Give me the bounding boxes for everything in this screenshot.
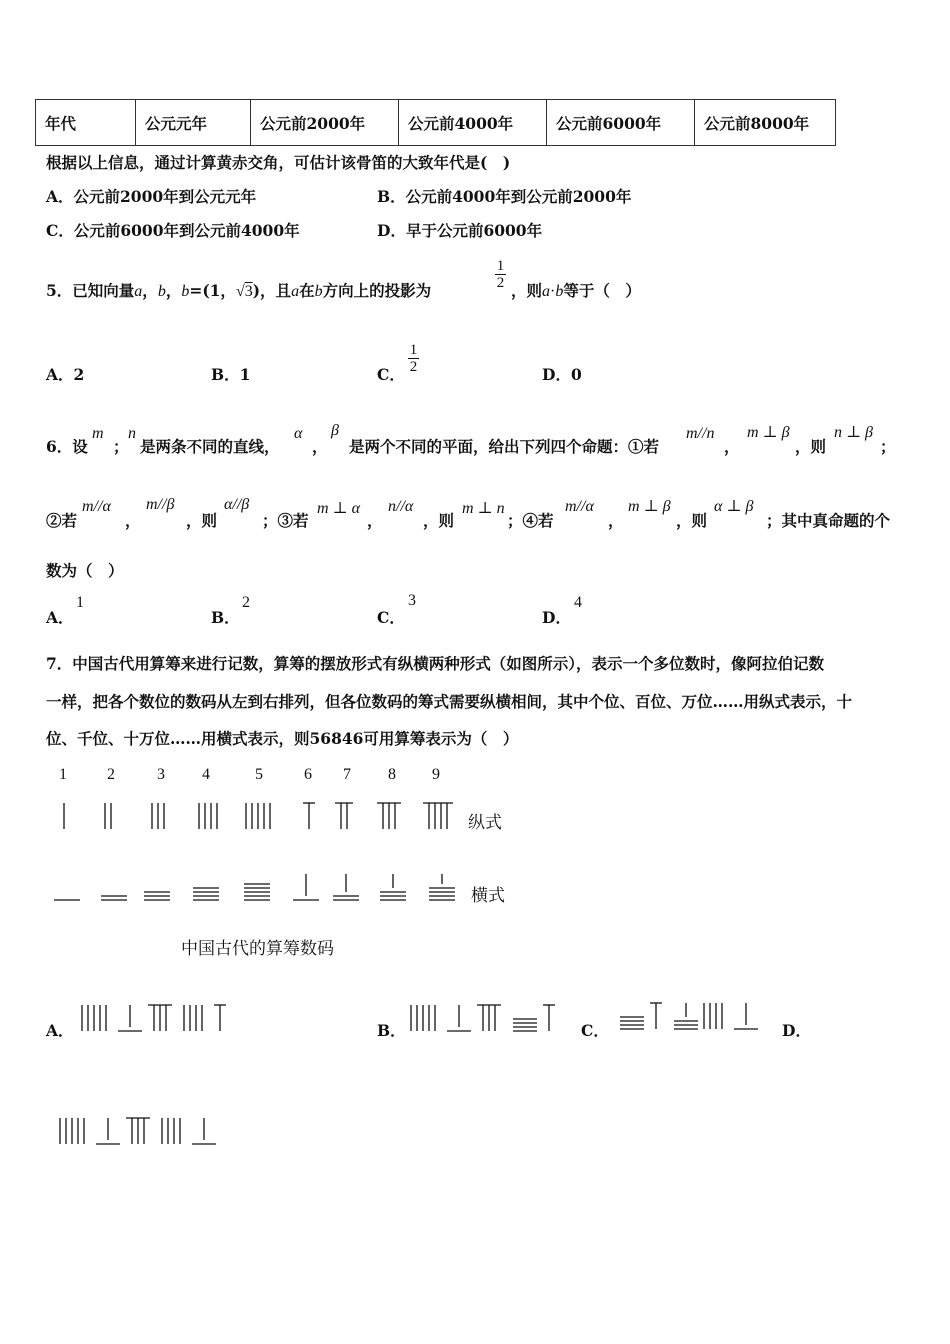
q6-p2b: m//β (146, 496, 175, 513)
q6-comma: ； (113, 437, 129, 456)
table-cell: 公元元年 (136, 100, 251, 146)
sqrt-symbol: √ (235, 283, 245, 300)
table-cell: 年代 (36, 100, 136, 146)
q6-p3b: n//α (388, 498, 414, 515)
table-cell: 公元前6000年 (547, 100, 695, 146)
q6-p3c: m ⊥ n (462, 500, 505, 517)
q6-p2c: α//β (224, 496, 250, 513)
q6-option-b[interactable]: B． (211, 608, 240, 627)
digit-label: 6 (304, 766, 312, 783)
digit-label: 4 (202, 766, 210, 783)
digit-label: 7 (343, 766, 351, 783)
q6-alpha: α (294, 425, 303, 442)
q6-then-3: ，则 (423, 511, 455, 530)
q6-option-b-value: 2 (242, 594, 250, 611)
q6-option-d-value: 4 (574, 594, 582, 611)
q6-l2-3: ；③若 (262, 511, 309, 530)
q6-p3a: m ⊥ α (317, 500, 360, 517)
horizontal-label: 横式 (471, 886, 505, 906)
q6-p4a: m//α (565, 498, 594, 515)
q5-stem-end: ，则a·b等于（ ） (511, 281, 641, 300)
digit-label: 3 (157, 766, 165, 783)
q7-option-d[interactable]: D． (782, 1021, 811, 1040)
q4-option-d[interactable]: D．早于公元前6000年 (377, 221, 543, 240)
q5-option-c[interactable]: C． (377, 365, 405, 384)
q6-semi-1: ； (880, 437, 896, 456)
q6-p4b: m ⊥ β (628, 498, 671, 515)
q6-l2-4: ；④若 (507, 511, 554, 530)
q6-comma-2: ， (312, 437, 328, 456)
digit-label: 8 (388, 766, 396, 783)
q6-l2-1: ②若 (46, 511, 78, 530)
digit-label: 5 (255, 766, 263, 783)
q6-sep: ， (608, 511, 624, 530)
vertical-label: 纵式 (468, 813, 502, 833)
q6-n: n (128, 425, 136, 442)
q6-p4c: α ⊥ β (714, 498, 754, 515)
table-cell: 公元前8000年 (695, 100, 836, 146)
q6-sep: ， (724, 437, 740, 456)
q7-line1: 7．中国古代用算筹来进行记数，算筹的摆放形式有纵横两种形式（如图所示），表示一个多位数时，像阿拉伯记数 (46, 654, 825, 673)
table-cell: 公元前4000年 (399, 100, 547, 146)
q6-then-1: ，则 (795, 437, 827, 456)
q6-option-a[interactable]: A． (46, 608, 74, 627)
q5-projection-fraction: $\frac{1}{2}$ (496, 258, 505, 291)
q4-stem: 根据以上信息，通过计算黄赤交角，可估计该骨笛的大致年代是( ) (46, 153, 511, 172)
q6-option-c-value: 3 (408, 592, 416, 609)
q6-p1a: m//n (686, 425, 715, 442)
q7-option-a[interactable]: A． (46, 1021, 74, 1040)
q6-p1c: n ⊥ β (834, 424, 874, 441)
q4-option-c[interactable]: C．公元前6000年到公元前4000年 (46, 221, 300, 240)
q6-line1-c: 是两个不同的平面，给出下列四个命题：①若 (349, 437, 660, 456)
q6-beta: β (331, 422, 339, 439)
table-cell: 公元前2000年 (251, 100, 399, 146)
q6-l2-end: ；其中真命题的个 (766, 511, 891, 530)
q7-option-b[interactable]: B． (377, 1021, 406, 1040)
digit-label: 9 (432, 766, 440, 783)
q6-line1-a: 6．设 (46, 437, 88, 456)
digit-label: 2 (107, 766, 115, 783)
q6-then-2: ，则 (186, 511, 218, 530)
q6-line1-b: 是两条不同的直线， (140, 437, 280, 456)
q5-option-a[interactable]: A．2 (46, 365, 85, 384)
q6-p1b: m ⊥ β (747, 424, 790, 441)
q6-option-a-value: 1 (76, 594, 84, 611)
q5-option-d[interactable]: D．0 (542, 365, 582, 384)
q4-option-b[interactable]: B．公元前4000年到公元前2000年 (377, 187, 632, 206)
q6-option-c[interactable]: C． (377, 608, 405, 627)
q6-sep: ， (125, 511, 141, 530)
q7-option-c[interactable]: C． (581, 1021, 609, 1040)
q5-stem: 5．已知向量a，b，b=(1，√3)，且a在b方向上的投影为 (46, 281, 432, 300)
q4-option-a[interactable]: A．公元前2000年到公元元年 (46, 187, 257, 206)
q6-option-d[interactable]: D． (542, 608, 571, 627)
figure-caption: 中国古代的算筹数码 (181, 939, 334, 959)
digit-label: 1 (59, 766, 67, 783)
q7-line3: 位、千位、十万位……用横式表示，则56846可用算筹表示为（ ） (46, 729, 519, 748)
q5-option-c-fraction: $\frac{1}{2}$ (409, 342, 418, 375)
q6-p2a: m//α (82, 498, 111, 515)
q6-sep: ， (367, 511, 383, 530)
q5-option-b[interactable]: B．1 (211, 365, 251, 384)
q7-line2: 一样，把各个数位的数码从左到右排列，但各位数码的筹式需要纵横相间，其中个位、百位、万位……用纵式表示，十 (46, 692, 853, 711)
q6-then-4: ，则 (676, 511, 708, 530)
q6-m: m (92, 425, 104, 442)
q6-line3: 数为（ ） (46, 561, 124, 580)
